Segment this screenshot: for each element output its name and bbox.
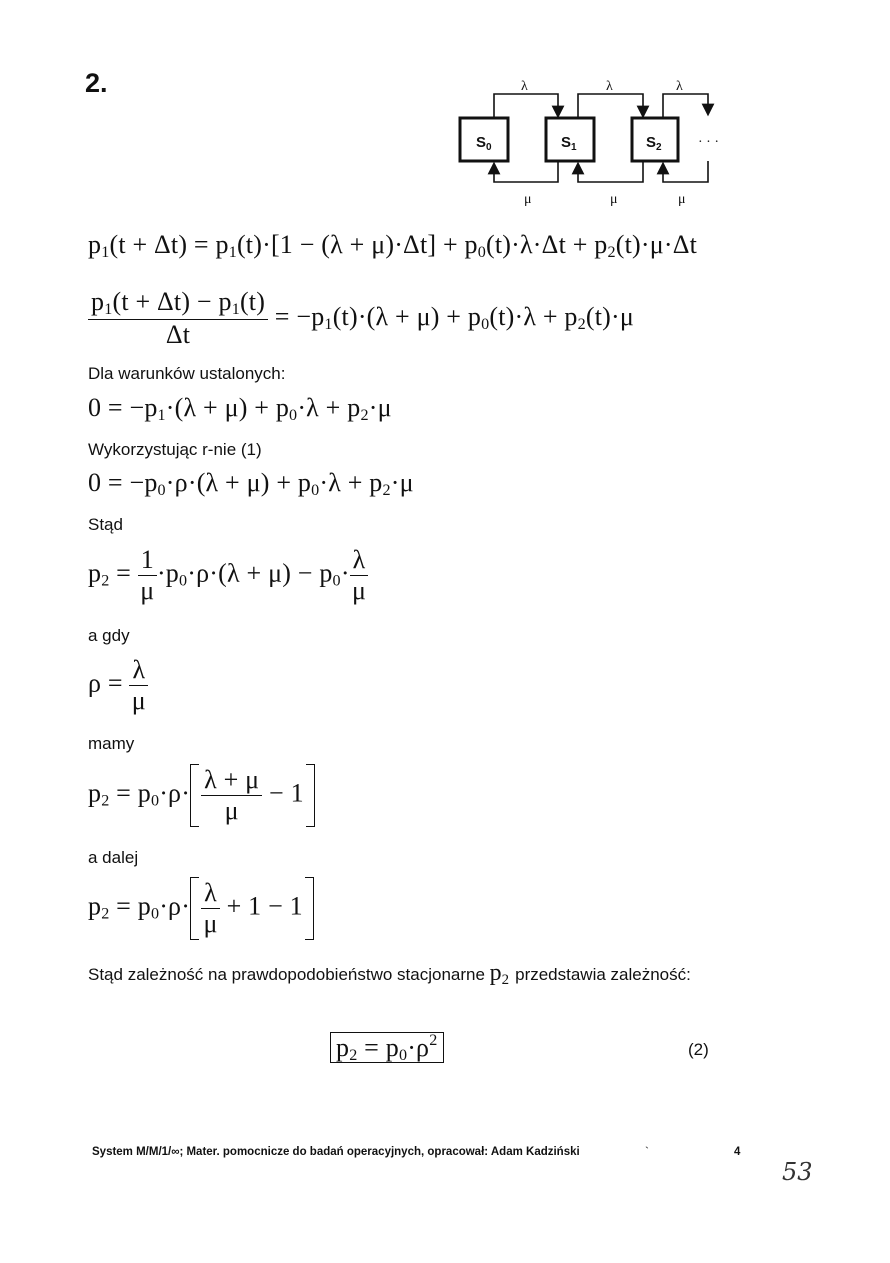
diagram-ellipsis: · · · (698, 135, 719, 150)
service-label: μ (610, 192, 618, 206)
text-conclusion-pre: Stąd zależność na prawdopodobieństwo stacjonarne (88, 965, 485, 984)
state-label-s2: $S_2$ (646, 134, 662, 153)
section-number: 2. (85, 68, 108, 98)
equation-differential: $p_1(t + \Delta t) = p_1(t)\cdot[1 - (\lambda + \mu)\cdot\Delta t] + p_0(t)\cdot\lambda\cdot\Delta t + p_2(t)\cdot\mu\cdot\Delta t$ (88, 230, 698, 261)
equation-difference-quotient: $\frac{p_1(t + \Delta t) - p_1(t)}{\Delta t}$ = $-p_1(t)\cdot(\lambda + \mu) + p_0(t)\cdot\lambda + p_2(t)\cdot\mu$ (88, 288, 634, 350)
state-box-s2 (632, 118, 678, 161)
text-steady-state: Dla warunków ustalonych: (88, 364, 286, 383)
text-conclusion: Stąd zależność na prawdopodobieństwo stacjonarne $p_2$ przedstawia zależność: (88, 960, 691, 988)
state-box-s1 (546, 118, 594, 161)
text-when: a gdy (88, 626, 130, 645)
equation-substituted: $0 = -p_0\cdot\rho\cdot(\lambda + \mu) + p_0\cdot\lambda + p_2\cdot\mu$ (88, 468, 414, 499)
text-further: a dalej (88, 848, 139, 867)
equation-steady-state: $0 = -p_1\cdot(\lambda + \mu) + p_0\cdot\lambda + p_2\cdot\mu$ (88, 393, 392, 424)
service-label: μ (678, 192, 686, 206)
text-hence: Stąd (88, 515, 123, 534)
arrival-label: λ (606, 79, 613, 94)
equation-rho-definition: ρ = $\frac{\lambda}{\mu}$ (88, 656, 148, 715)
equation-p2-simplified: $p_2 = p_0\cdot\rho\cdot$ $\frac{\lambda}{\mu}$ + 1 − 1 (88, 877, 314, 940)
equation-ref-number: (2) (688, 1040, 709, 1059)
text-we-have: mamy (88, 734, 135, 753)
state-label-s1: $S_1$ (561, 134, 577, 153)
footer-tick: ` (645, 1144, 649, 1158)
equation-p2-bracket: $p_2 = p_0\cdot\rho\cdot$ $\frac{\lambda + \mu}{\mu}$ − 1 (88, 764, 315, 827)
state-transition-diagram (450, 74, 740, 206)
handwritten-mark: 53 (782, 1158, 813, 1186)
equation-final-boxed: $p_2 = p_0\cdot\rho^2$ (330, 1032, 444, 1065)
text-conclusion-post: przedstawia zależność: (515, 965, 691, 984)
equation-p2-expression: $p_2$ = $\frac{1}{\mu}$ $\cdot p_0\cdot\rho\cdot(\lambda + \mu) - p_0\cdot$ $\frac{\lambda}{\mu}$ (88, 546, 368, 605)
service-label: μ (524, 192, 532, 206)
state-label-s0: $S_0$ (476, 134, 492, 153)
arrival-label: λ (676, 79, 683, 94)
text-using-eq: Wykorzystując r-nie (1) (88, 440, 262, 459)
arrival-label: λ (521, 79, 528, 94)
footer-text: System M/M/1/∞; Mater. pomocnicze do badań operacyjnych, opracował: Adam Kadziński (92, 1146, 580, 1158)
service-arrows (494, 161, 708, 182)
state-box-s0 (460, 118, 508, 161)
arrival-arrows (494, 94, 708, 118)
page-number: 4 (734, 1146, 741, 1158)
